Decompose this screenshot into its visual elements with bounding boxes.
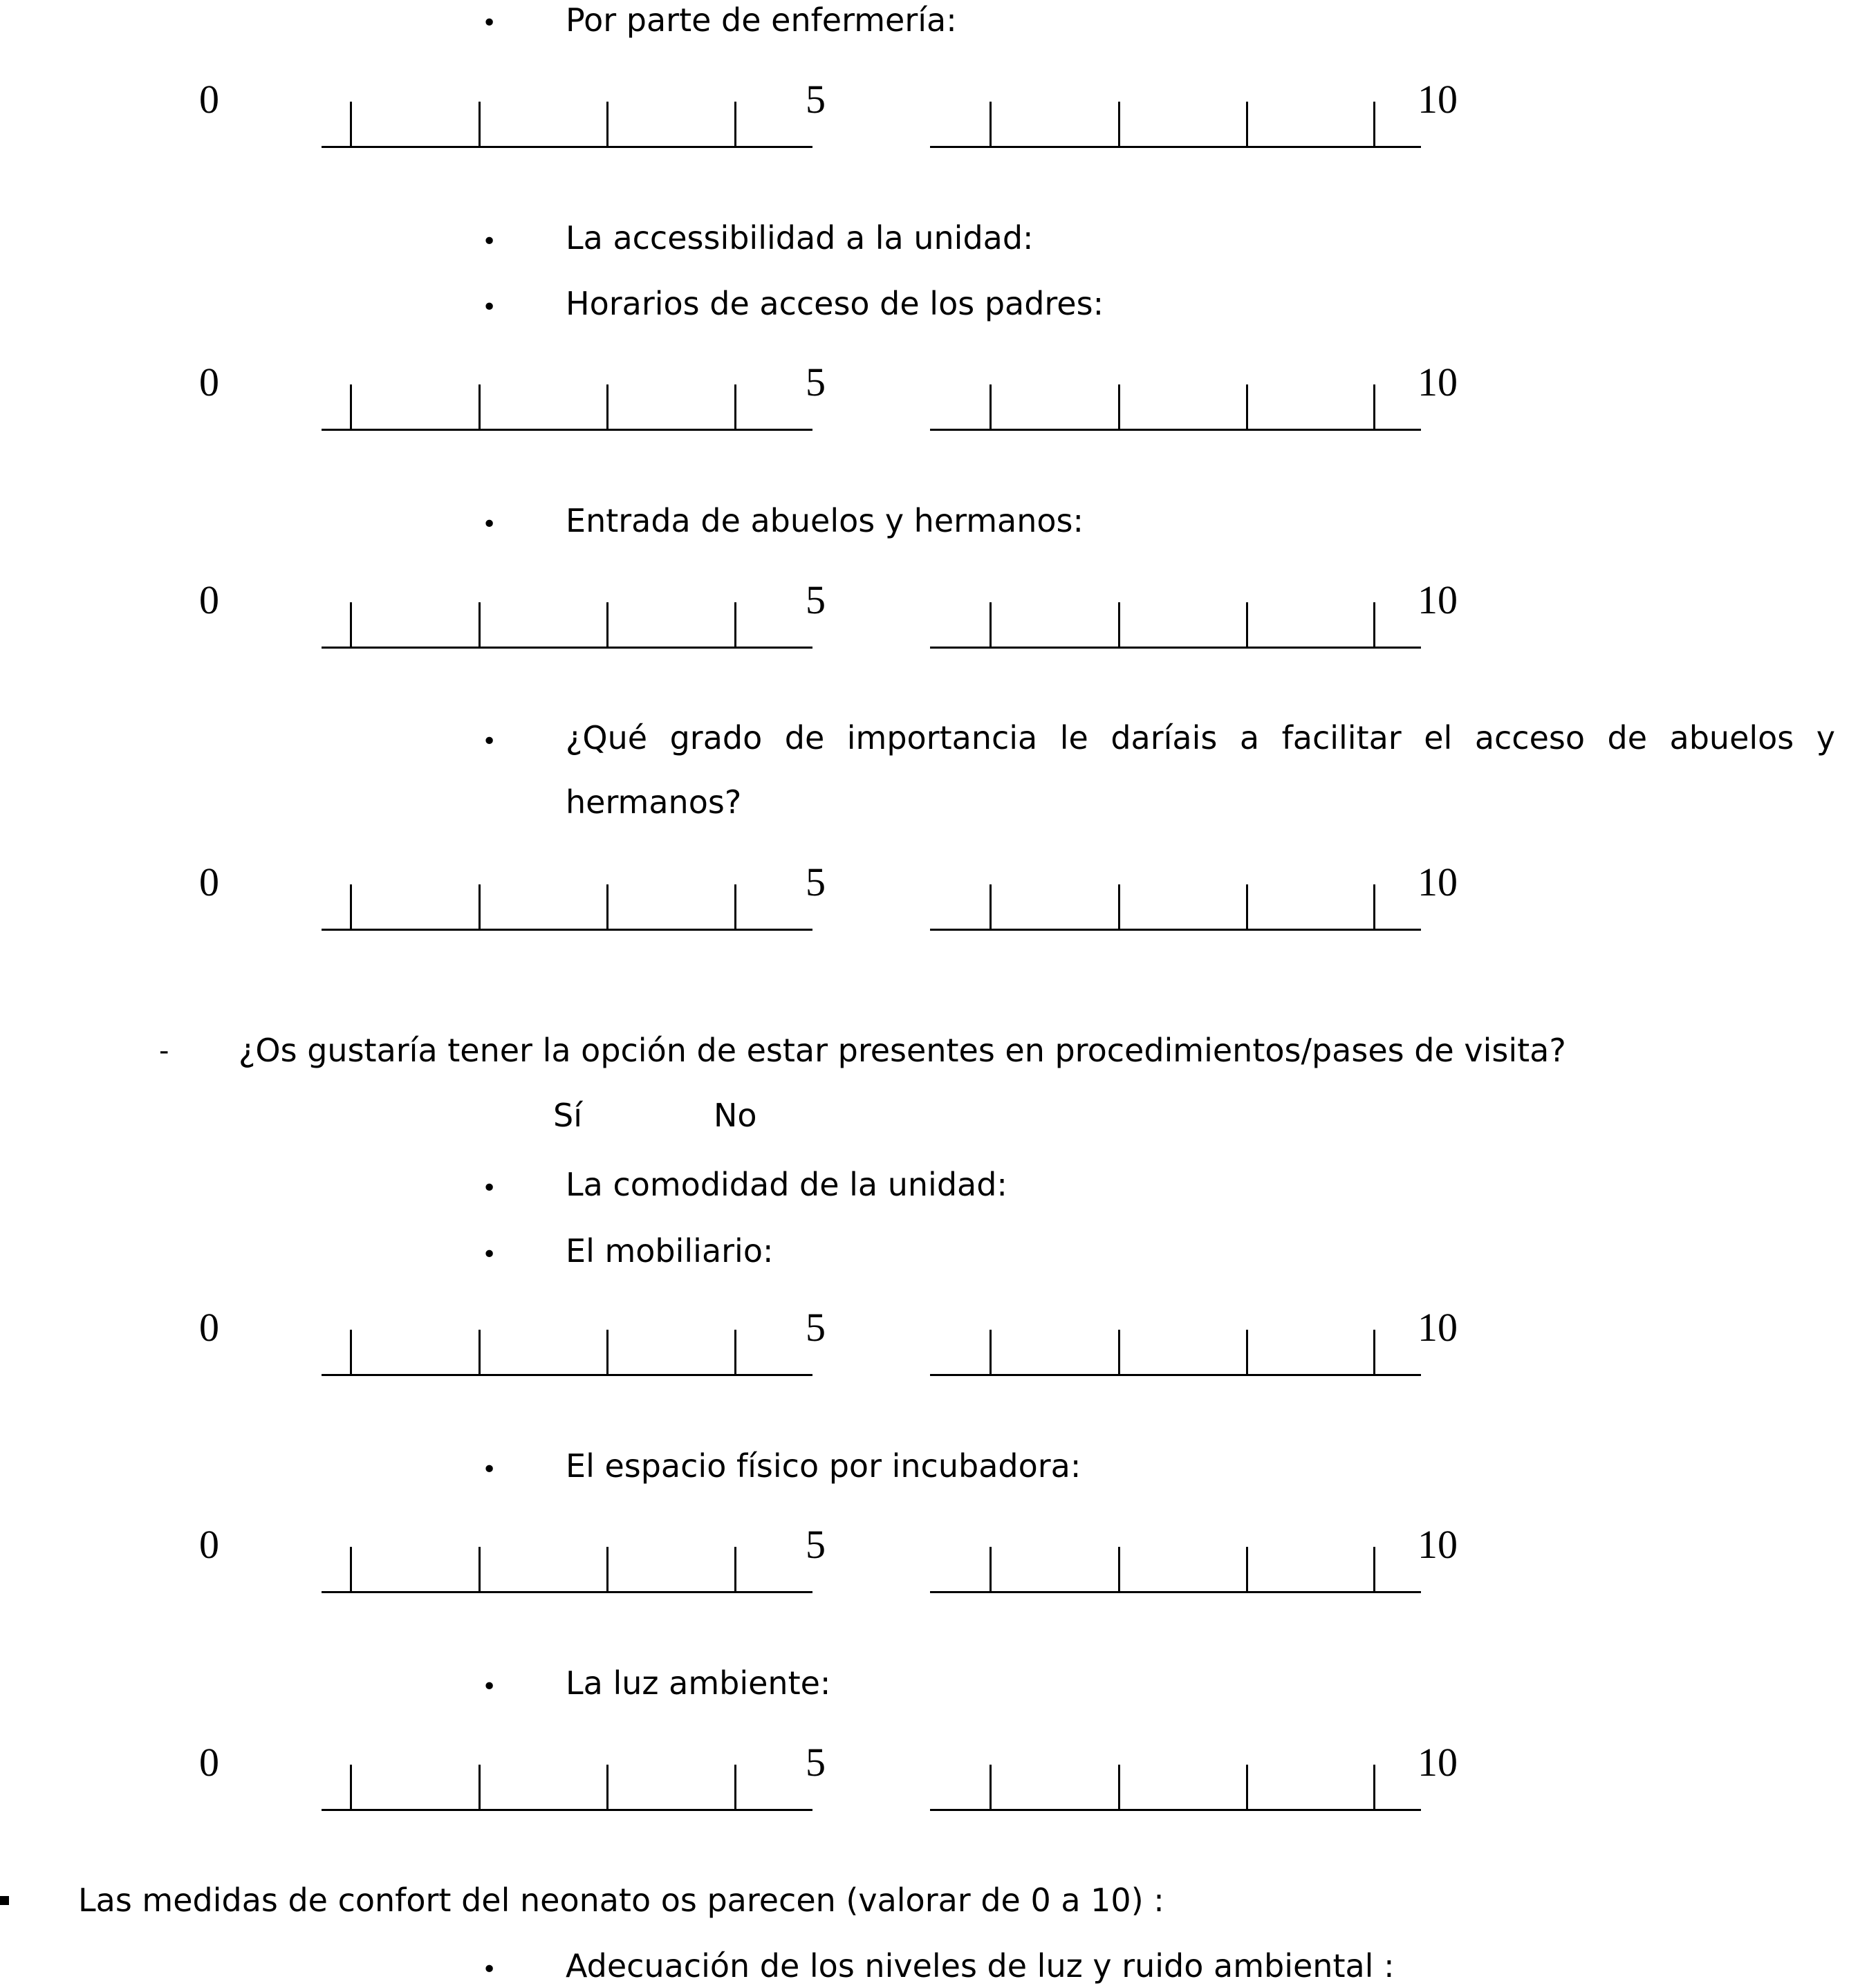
rating-scale-luz[interactable]	[0, 1740, 1849, 1823]
scale-mid-label: 5	[806, 1740, 826, 1785]
item-importancia-line1: ¿Qué grado de importancia le daríais a facilitar el acceso de abuelos y	[566, 719, 1835, 756]
bullet: •	[482, 227, 497, 256]
scale-min-label: 0	[199, 860, 219, 904]
scale-right-segment[interactable]	[930, 1740, 1421, 1823]
scale-left-segment[interactable]	[322, 1523, 812, 1606]
scale-min-label: 0	[199, 1740, 219, 1785]
rating-scale-mobiliario[interactable]	[0, 1306, 1849, 1388]
scale-max-label: 10	[1418, 1522, 1458, 1567]
item-importancia-line2: hermanos?	[566, 783, 742, 821]
item-adecuacion: Adecuación de los niveles de luz y ruido ambiental :	[566, 1947, 1395, 1985]
item-horarios: Horarios de acceso de los padres:	[566, 285, 1104, 322]
scale-mid-label: 5	[806, 1522, 826, 1567]
bullet: •	[482, 727, 497, 756]
scale-min-label: 0	[199, 1522, 219, 1567]
item-abuelos: Entrada de abuelos y hermanos:	[566, 502, 1084, 539]
scale-min-label: 0	[199, 360, 219, 405]
item-espacio: El espacio físico por incubadora:	[566, 1447, 1081, 1485]
scale-left-segment[interactable]	[322, 1740, 812, 1823]
bullet: •	[482, 9, 497, 37]
scale-left-segment[interactable]	[322, 860, 812, 943]
bullet: •	[482, 1174, 497, 1202]
bullet: •	[482, 1956, 497, 1984]
section-confort: Las medidas de confort del neonato os parecen (valorar de 0 a 10) :	[78, 1882, 1164, 1919]
scale-max-label: 10	[1418, 360, 1458, 405]
scale-left-segment[interactable]	[322, 578, 812, 661]
scale-right-segment[interactable]	[930, 77, 1421, 160]
rating-scale-abuelos[interactable]	[0, 578, 1849, 661]
scale-right-segment[interactable]	[930, 1523, 1421, 1606]
scale-max-label: 10	[1418, 577, 1458, 622]
scale-max-label: 10	[1418, 1305, 1458, 1350]
scale-right-segment[interactable]	[930, 578, 1421, 661]
scale-max-label: 10	[1418, 860, 1458, 904]
item-procedimientos: ¿Os gustaría tener la opción de estar presentes en procedimientos/pases de visita?	[239, 1032, 1566, 1069]
item-accesibilidad: La accessibilidad a la unidad:	[566, 219, 1034, 257]
bullet: •	[482, 1673, 497, 1701]
rating-scale-espacio[interactable]	[0, 1523, 1849, 1606]
option-si[interactable]: Sí	[553, 1097, 582, 1134]
rating-scale-importancia[interactable]	[0, 860, 1849, 943]
bullet: •	[482, 293, 497, 322]
item-mobiliario: El mobiliario:	[566, 1232, 774, 1270]
item-comodidad: La comodidad de la unidad:	[566, 1166, 1007, 1203]
dash-marker: -	[159, 1035, 169, 1067]
square-bullet-icon	[0, 1896, 9, 1905]
item-luz: La luz ambiente:	[566, 1664, 831, 1702]
scale-mid-label: 5	[806, 77, 826, 122]
scale-left-segment[interactable]	[322, 360, 812, 443]
scale-min-label: 0	[199, 77, 219, 122]
scale-min-label: 0	[199, 1305, 219, 1350]
scale-max-label: 10	[1418, 1740, 1458, 1785]
scale-mid-label: 5	[806, 577, 826, 622]
scale-min-label: 0	[199, 577, 219, 622]
scale-right-segment[interactable]	[930, 1306, 1421, 1388]
scale-max-label: 10	[1418, 77, 1458, 122]
scale-left-segment[interactable]	[322, 77, 812, 160]
bullet: •	[482, 1456, 497, 1484]
scale-right-segment[interactable]	[930, 360, 1421, 443]
scale-right-segment[interactable]	[930, 860, 1421, 943]
scale-mid-label: 5	[806, 360, 826, 405]
option-no[interactable]: No	[714, 1097, 757, 1134]
bullet: •	[482, 510, 497, 539]
bullet: •	[482, 1241, 497, 1269]
scale-left-segment[interactable]	[322, 1306, 812, 1388]
scale-mid-label: 5	[806, 860, 826, 904]
item-enfermeria: Por parte de enfermería:	[566, 1, 957, 39]
rating-scale-horarios[interactable]	[0, 360, 1849, 443]
scale-mid-label: 5	[806, 1305, 826, 1350]
rating-scale-enfermeria[interactable]	[0, 77, 1849, 160]
